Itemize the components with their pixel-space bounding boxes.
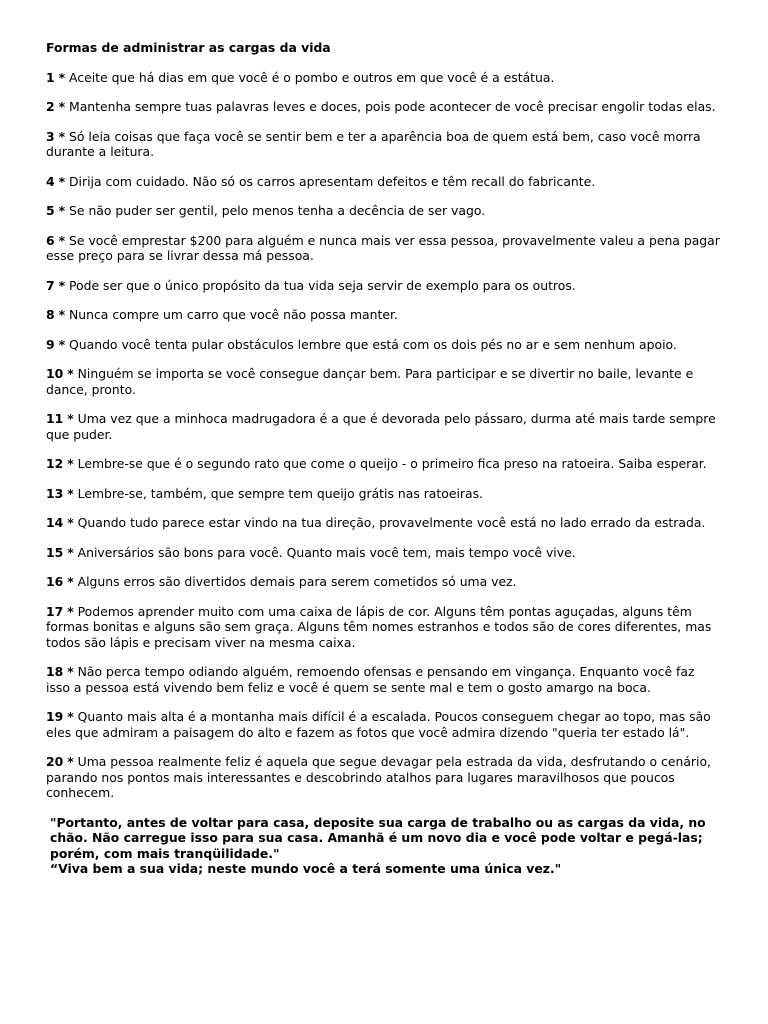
rule-text: Uma pessoa realmente feliz é aquela que segue devagar pela estrada da vida, desfrutando o cenário, parando nos pontos mais interessantes e descobrindo atalhos para lugares maravilhosos que poucos conhecem. <box>46 754 711 800</box>
rule-number: 8 <box>46 307 55 322</box>
conclusion-block <box>50 815 722 877</box>
rule-item <box>46 70 722 86</box>
rule-number: 5 <box>46 203 55 218</box>
rule-marker: * <box>58 69 66 85</box>
rule-number: 1 <box>46 69 55 85</box>
rule-number: 7 <box>46 277 55 293</box>
rule-marker: * <box>58 307 66 322</box>
rule-number: 3 <box>46 128 55 144</box>
rule-number: 10 <box>46 366 64 381</box>
rule-marker: * <box>58 203 66 218</box>
rule-text: Lembre-se, também, que sempre tem queijo grátis nas ratoeiras. <box>77 485 483 501</box>
rule-item <box>46 307 722 323</box>
rule-item <box>46 411 722 442</box>
rule-item <box>46 515 722 531</box>
rule-item <box>46 233 722 264</box>
rule-marker: * <box>58 336 66 352</box>
closing-quote: “Viva bem a sua vida; neste mundo você a terá somente uma única vez." <box>50 861 562 876</box>
rules-list <box>46 70 722 801</box>
rule-marker: * <box>67 709 74 724</box>
rule-text: Se você emprestar $200 para alguém e nunca mais ver essa pessoa, provavelmente valeu a pena pagar esse preço para se livrar dessa má pessoa. <box>46 232 720 263</box>
rule-marker: * <box>67 485 74 501</box>
rule-item <box>46 574 722 590</box>
rule-marker: * <box>67 664 74 679</box>
rule-item <box>46 337 722 353</box>
rule-text: Podemos aprender muito com uma caixa de lápis de cor. Alguns têm pontas aguçadas, alguns têm formas bonitas e alguns são sem graça. Alguns têm nomes estranhos e todos são de cores diferentes, mas todos são lápis e precisam viver na mesma caixa. <box>46 603 712 650</box>
rule-number: 15 <box>46 544 64 560</box>
rule-text: Mantenha sempre tuas palavras leves e doces, pois pode acontecer de você precisar engolir todas elas. <box>69 99 716 114</box>
rule-number: 9 <box>46 336 55 352</box>
rule-number: 16 <box>46 574 64 589</box>
conclusion-paragraph: "Portanto, antes de voltar para casa, deposite sua carga de trabalho ou as cargas da vida, no chão. Não carregue isso para sua casa. Amanhã é um novo dia e você pode voltar e pegá-las; porém, com mais tranqüilidade." <box>50 814 706 861</box>
rule-text: Quanto mais alta é a montanha mais difícil é a escalada. Poucos conseguem chegar ao topo, mas são eles que admiram a paisagem do alto e fazem as fotos que você admira dizendo "queria ter estado lá". <box>46 709 711 740</box>
rule-marker: * <box>67 574 74 589</box>
rule-number: 19 <box>46 709 64 724</box>
rule-text: Uma vez que a minhoca madrugadora é a que é devorada pelo pássaro, durma até mais tarde sempre que puder. <box>46 411 716 442</box>
rule-number: 12 <box>46 456 64 471</box>
rule-text: Se não puder ser gentil, pelo menos tenha a decência de ser vago. <box>69 203 486 218</box>
rule-marker: * <box>58 232 66 248</box>
rule-number: 20 <box>46 754 64 769</box>
rule-item <box>46 754 722 801</box>
rule-marker: * <box>58 173 66 189</box>
rule-marker: * <box>67 544 74 560</box>
rule-text: Quando você tenta pular obstáculos lembre que está com os dois pés no ar e sem nenhum apoio. <box>69 336 677 352</box>
rule-text: Lembre-se que é o segundo rato que come o queijo - o primeiro fica preso na ratoeira. Saiba esperar. <box>77 456 707 471</box>
rule-marker: * <box>67 366 74 381</box>
rule-text: Nunca compre um carro que você não possa manter. <box>69 307 398 322</box>
rule-item <box>46 604 722 651</box>
rule-item <box>46 486 722 502</box>
rule-number: 18 <box>46 664 64 679</box>
rule-marker: * <box>58 128 66 144</box>
rule-item <box>46 664 722 695</box>
rule-number: 6 <box>46 232 55 248</box>
rule-text: Ninguém se importa se você consegue dançar bem. Para participar e se divertir no baile, levante e dance, pronto. <box>46 366 694 397</box>
rule-text: Quando tudo parece estar vindo na tua direção, provavelmente você está no lado errado da estrada. <box>77 515 706 530</box>
rule-marker: * <box>67 515 74 530</box>
rule-marker: * <box>67 603 74 619</box>
rule-item <box>46 99 722 115</box>
rule-number: 4 <box>46 173 55 189</box>
document-page <box>46 40 722 877</box>
rule-item <box>46 129 722 160</box>
rule-item <box>46 203 722 219</box>
rule-number: 11 <box>46 411 64 426</box>
rule-number: 13 <box>46 485 64 501</box>
rule-marker: * <box>67 456 74 471</box>
rule-number: 17 <box>46 603 64 619</box>
rule-text: Não perca tempo odiando alguém, remoendo ofensas e pensando em vingança. Enquanto você faz isso a pessoa está vivendo bem feliz e você é quem se sente mal e tem o gosto amargo na boca. <box>46 664 695 695</box>
rule-item <box>46 366 722 397</box>
rule-marker: * <box>58 99 66 114</box>
rule-marker: * <box>67 754 74 769</box>
document-title: Formas de administrar as cargas da vida <box>46 40 331 55</box>
rule-text: Aniversários são bons para você. Quanto mais você tem, mais tempo você vive. <box>77 544 576 560</box>
rule-item <box>46 278 722 294</box>
rule-text: Alguns erros são divertidos demais para serem cometidos só uma vez. <box>77 574 517 589</box>
rule-marker: * <box>58 277 66 293</box>
rule-item <box>46 174 722 190</box>
rule-item <box>46 545 722 561</box>
rule-text: Aceite que há dias em que você é o pombo e outros em que você é a estátua. <box>69 69 555 85</box>
rule-number: 14 <box>46 515 64 530</box>
rule-marker: * <box>67 411 74 426</box>
rule-text: Só leia coisas que faça você se sentir bem e ter a aparência boa de quem está bem, caso você morra durante a leitura. <box>46 128 701 159</box>
rule-item <box>46 709 722 740</box>
rule-item <box>46 456 722 472</box>
rule-text: Pode ser que o único propósito da tua vida seja servir de exemplo para os outros. <box>69 277 576 293</box>
rule-text: Dirija com cuidado. Não só os carros apresentam defeitos e têm recall do fabricante. <box>69 173 596 189</box>
rule-number: 2 <box>46 99 55 114</box>
